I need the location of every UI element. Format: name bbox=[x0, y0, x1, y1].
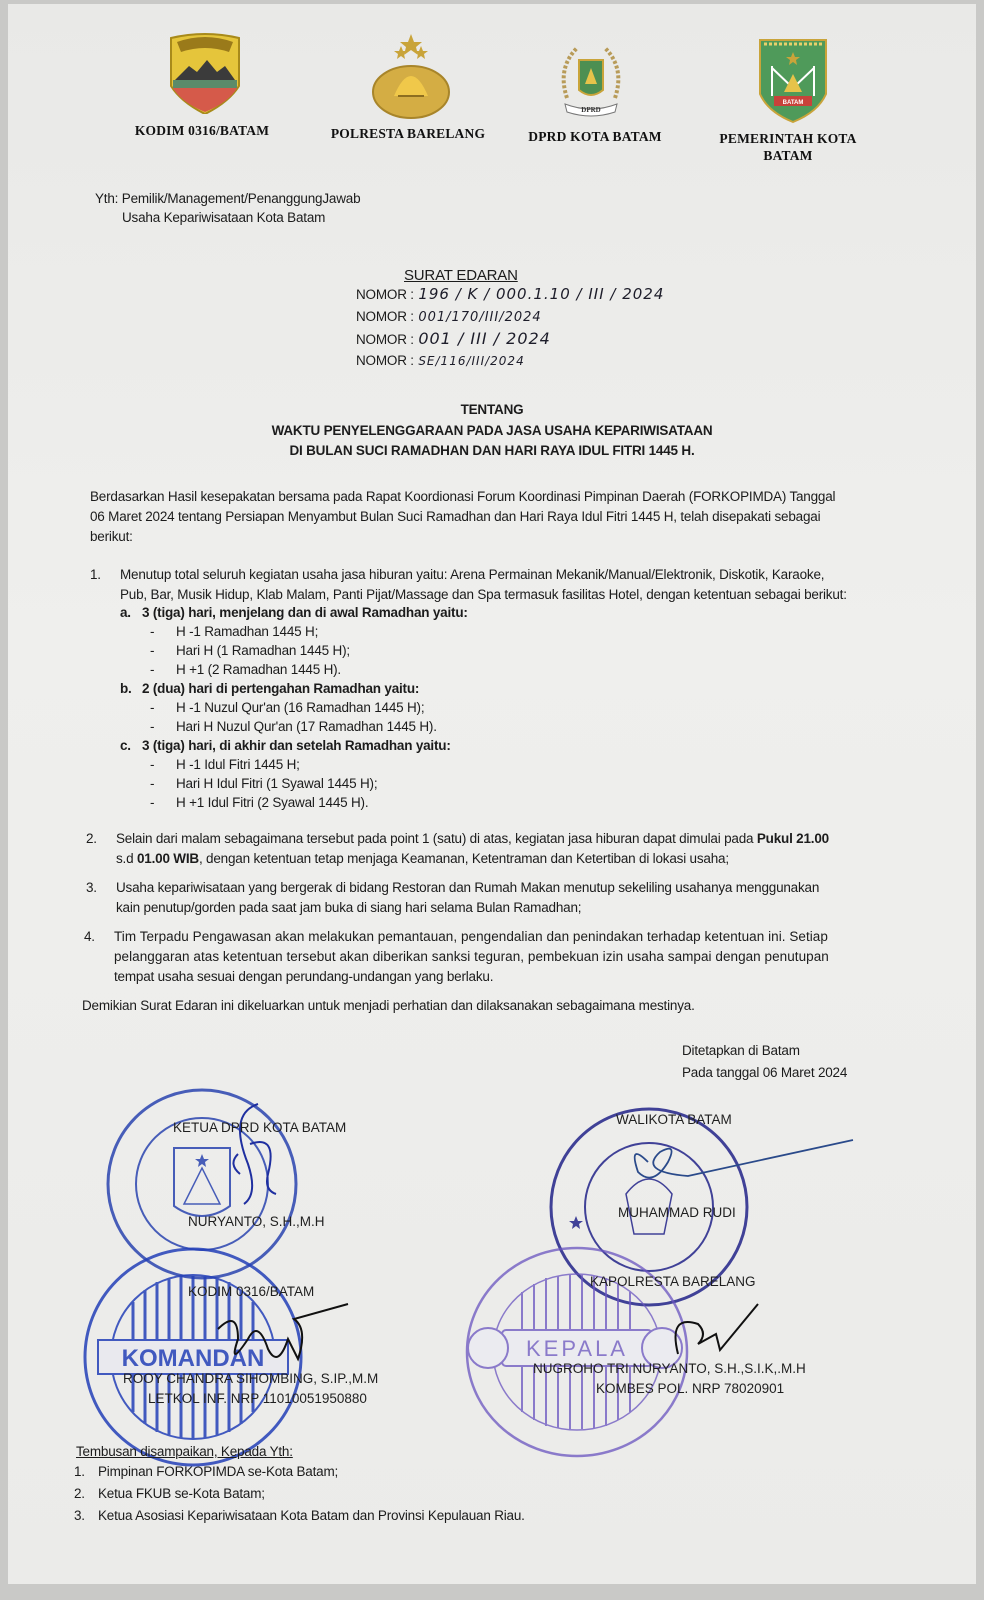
logo-caption-pemkot-line1: PEMERINTAH KOTA bbox=[719, 131, 857, 146]
point-1-line: Menutup total seluruh kegiatan usaha jasa hiburan yaitu: Arena Permainan Mekanik/Manual/Elektronik, Diskotik, Karaoke, bbox=[120, 567, 825, 582]
point-3-number: 3. bbox=[86, 880, 97, 895]
subject-line2: DI BULAN SUCI RAMADHAN DAN HARI RAYA IDUL FITRI 1445 H. bbox=[289, 443, 695, 458]
subitem-c bbox=[120, 736, 820, 755]
cc-title: Tembusan disampaikan, Kepada Yth: bbox=[76, 1444, 293, 1459]
nomor-value: 196 / K / 000.1.10 / III / 2024 bbox=[418, 285, 665, 303]
point-2 bbox=[116, 829, 916, 869]
nomor-label: NOMOR : bbox=[356, 332, 414, 347]
point-2-text: Selain dari malam sebagaimana tersebut pada point 1 (satu) di atas, kegiatan jasa hiburan dapat dimulai pada bbox=[116, 831, 757, 846]
cc-item-text: Ketua Asosiasi Kepariwisataan Kota Batam dan Provinsi Kepulauan Riau. bbox=[98, 1508, 525, 1523]
dprd-emblem-icon bbox=[557, 38, 625, 122]
issued-place: Ditetapkan di Batam bbox=[682, 1043, 800, 1058]
point-2-text: s.d bbox=[116, 851, 137, 866]
subitem-title: 3 (tiga) hari, di akhir dan setelah Ramadhan yaitu: bbox=[142, 738, 451, 753]
intro-paragraph bbox=[90, 487, 910, 547]
polri-emblem-icon bbox=[368, 32, 454, 120]
logo-caption-pemkot-line2: BATAM bbox=[763, 148, 813, 163]
point-1 bbox=[120, 565, 920, 605]
point-3-line: kain penutup/gorden pada saat jam buka di siang hari selama Bulan Ramadhan; bbox=[116, 900, 582, 915]
bullet-text: H -1 Ramadhan 1445 H; bbox=[176, 624, 319, 639]
dprd-signatory-name: NURYANTO, S.H.,M.H bbox=[188, 1214, 325, 1229]
dash: - bbox=[150, 795, 155, 810]
dash: - bbox=[150, 643, 155, 658]
point-2-time-end: 01.00 WIB bbox=[136, 851, 199, 866]
dprd-signatory-title: KETUA DPRD KOTA BATAM bbox=[173, 1120, 347, 1135]
polresta-signatory-title: KAPOLRESTA BARELANG bbox=[590, 1274, 756, 1289]
dash: - bbox=[150, 662, 155, 677]
kodim-signatory-name: ROOY CHANDRA SIHOMBING, S.IP.,M.M bbox=[123, 1371, 379, 1386]
reference-number-row bbox=[356, 351, 664, 373]
point-2-number: 2. bbox=[86, 831, 97, 846]
cc-item bbox=[74, 1484, 525, 1506]
point-2-text: , dengan ketentuan tetap menjaga Keamanan, Ketentraman dan Ketertiban di lokasi usaha; bbox=[198, 851, 729, 866]
subitem-bullet bbox=[120, 793, 820, 812]
subitem-letter: c. bbox=[120, 738, 131, 753]
cc-list bbox=[74, 1462, 525, 1528]
batam-city-emblem-icon bbox=[758, 38, 828, 124]
dash: - bbox=[150, 624, 155, 639]
point-4-line: tempat usaha sesuai dengan perundang-undangan yang berlaku. bbox=[114, 969, 494, 984]
point-4-line: pelanggaran atas ketentuan tersebut akan diberikan sanksi teguran, pembekuan izin usaha sampai dengan penutupan bbox=[114, 949, 829, 964]
addressee-line1: Yth: Pemilik/Management/PenanggungJawab bbox=[95, 191, 361, 206]
subitem-bullet bbox=[120, 717, 820, 736]
subitem-letter: a. bbox=[120, 605, 131, 620]
subject-line1: WAKTU PENYELENGGARAAN PADA JASA USAHA KEPARIWISATAAN bbox=[271, 423, 713, 438]
bullet-text: H +1 (2 Ramadhan 1445 H). bbox=[176, 662, 341, 677]
logo-caption-polresta: POLRESTA BARELANG bbox=[330, 126, 486, 141]
point-3-line: Usaha kepariwisataan yang bergerak di bidang Restoran dan Rumah Makan menutup sekeliling usahanya menggunakan bbox=[116, 880, 820, 895]
issued-date: Pada tanggal 06 Maret 2024 bbox=[682, 1065, 848, 1080]
cc-item bbox=[74, 1462, 525, 1484]
bullet-text: H -1 Nuzul Qur'an (16 Ramadhan 1445 H); bbox=[176, 700, 425, 715]
addressee-line2: Usaha Kepariwisataan Kota Batam bbox=[122, 210, 326, 225]
subitem-b bbox=[120, 679, 820, 698]
logo-caption-dprd: DPRD KOTA BATAM bbox=[528, 129, 662, 144]
nomor-label: NOMOR : bbox=[356, 309, 414, 324]
bullet-text: Hari H Idul Fitri (1 Syawal 1445 H); bbox=[176, 776, 378, 791]
reference-number-row bbox=[356, 329, 664, 351]
reference-number-row bbox=[356, 285, 664, 307]
reference-numbers bbox=[356, 285, 664, 373]
point-4 bbox=[114, 927, 914, 987]
kodim-emblem-icon bbox=[163, 30, 247, 114]
kodim-signatory-title: KODIM 0316/BATAM bbox=[188, 1284, 315, 1299]
bullet-text: Hari H Nuzul Qur'an (17 Ramadhan 1445 H). bbox=[176, 719, 437, 734]
polresta-stamp-label: KEPALA bbox=[526, 1336, 628, 1361]
point-2-time-start: Pukul 21.00 bbox=[756, 831, 829, 846]
cc-item bbox=[74, 1506, 525, 1528]
subitem-bullet bbox=[120, 641, 820, 660]
dash: - bbox=[150, 719, 155, 734]
nomor-value: 001 / III / 2024 bbox=[418, 329, 551, 348]
nomor-value: 001/170/III/2024 bbox=[418, 310, 542, 325]
point-3 bbox=[116, 878, 916, 918]
walikota-signatory-name: MUHAMMAD RUDI bbox=[618, 1205, 736, 1220]
point-4-line: Tim Terpadu Pengawasan akan melakukan pemantauan, pengendalian dan penindakan terhadap ketentuan ini. Setiap bbox=[114, 929, 828, 944]
point-2-line bbox=[116, 849, 916, 869]
subitem-bullet bbox=[120, 755, 820, 774]
cc-item-text: Pimpinan FORKOPIMDA se-Kota Batam; bbox=[98, 1464, 339, 1479]
nomor-label: NOMOR : bbox=[356, 353, 414, 368]
subitem-bullet bbox=[120, 622, 820, 641]
subitem-bullet bbox=[120, 698, 820, 717]
point-2-line bbox=[116, 829, 916, 849]
closing-statement: Demikian Surat Edaran ini dikeluarkan untuk menjadi perhatian dan dilaksanakan sebagaimana mestinya. bbox=[82, 998, 695, 1013]
kodim-signatory-id: LETKOL INF. NRP 11010051950880 bbox=[148, 1391, 367, 1406]
nomor-value: SE/116/III/2024 bbox=[418, 354, 525, 368]
subitem-a bbox=[120, 603, 820, 622]
cc-item-number: 1. bbox=[74, 1464, 85, 1479]
walikota-signatory-title: WALIKOTA BATAM bbox=[616, 1112, 732, 1127]
nomor-label: NOMOR : bbox=[356, 287, 414, 302]
subitem-bullet bbox=[120, 660, 820, 679]
subitem-bullet bbox=[120, 774, 820, 793]
batam-emblem-text: BATAM bbox=[782, 100, 804, 106]
polresta-signature-icon bbox=[668, 1294, 768, 1364]
intro-line: 06 Maret 2024 tentang Persiapan Menyambut Bulan Suci Ramadhan dan Hari Raya Idul Fitri 1445 H, telah disepakati sebagai bbox=[90, 509, 821, 524]
logo-caption-pemkot bbox=[698, 130, 878, 164]
logo-caption-kodim: KODIM 0316/BATAM bbox=[134, 123, 270, 138]
bullet-text: H -1 Idul Fitri 1445 H; bbox=[176, 757, 300, 772]
document-page bbox=[8, 4, 976, 1584]
dash: - bbox=[150, 757, 155, 772]
kodim-stamp-label: KOMANDAN bbox=[121, 1345, 265, 1372]
subject-tentang: TENTANG bbox=[460, 402, 524, 417]
bullet-text: H +1 Idul Fitri (2 Syawal 1445 H). bbox=[176, 795, 369, 810]
cc-item-text: Ketua FKUB se-Kota Batam; bbox=[98, 1486, 265, 1501]
point-1-subitems bbox=[120, 603, 820, 812]
kodim-signature-icon bbox=[198, 1299, 358, 1379]
polresta-signatory-name: NUGROHO TRI NURYANTO, S.H.,S.I.K,.M.H bbox=[533, 1361, 806, 1376]
intro-line: berikut: bbox=[90, 529, 133, 544]
point-4-number: 4. bbox=[84, 929, 95, 944]
walikota-signature-icon bbox=[608, 1132, 858, 1192]
subitem-letter: b. bbox=[120, 681, 132, 696]
dprd-emblem-text: DPRD bbox=[581, 106, 601, 114]
document-title: SURAT EDARAN bbox=[404, 267, 518, 284]
dash: - bbox=[150, 776, 155, 791]
bullet-text: Hari H (1 Ramadhan 1445 H); bbox=[176, 643, 350, 658]
intro-line: Berdasarkan Hasil kesepakatan bersama pada Rapat Koordionasi Forum Koordinasi Pimpinan Daerah (FORKOPIMDA) Tanggal bbox=[90, 489, 836, 504]
dash: - bbox=[150, 700, 155, 715]
dprd-signature-icon bbox=[188, 1094, 308, 1214]
polresta-signatory-id: KOMBES POL. NRP 78020901 bbox=[596, 1381, 785, 1396]
reference-number-row bbox=[356, 307, 664, 329]
point-1-number: 1. bbox=[90, 567, 101, 582]
cc-item-number: 3. bbox=[74, 1508, 85, 1523]
cc-item-number: 2. bbox=[74, 1486, 85, 1501]
subitem-title: 2 (dua) hari di pertengahan Ramadhan yaitu: bbox=[142, 681, 420, 696]
point-1-line: Pub, Bar, Musik Hidup, Klab Malam, Panti Pijat/Massage dan Spa termasuk fasilitas Hotel, dengan ketentuan sebagai berikut: bbox=[120, 587, 847, 602]
subitem-title: 3 (tiga) hari, menjelang dan di awal Ramadhan yaitu: bbox=[142, 605, 468, 620]
